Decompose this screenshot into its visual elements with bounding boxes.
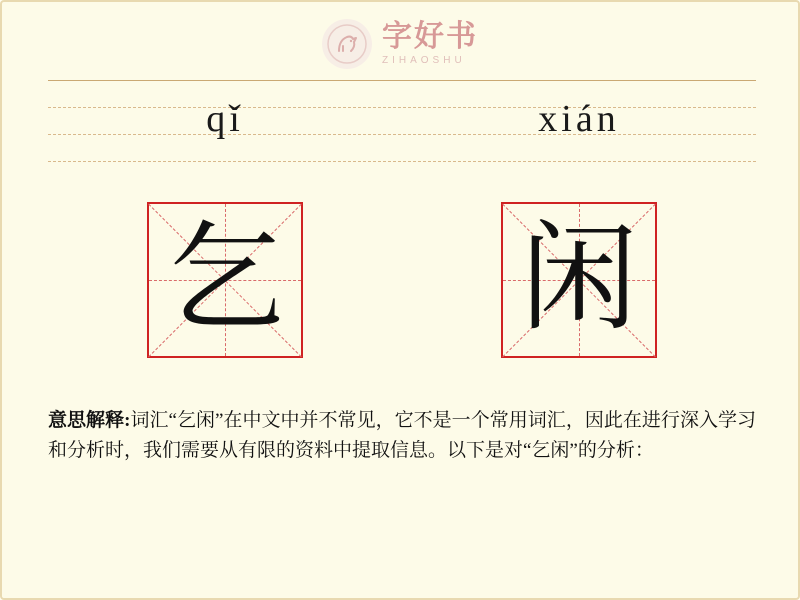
- brand-text: [382, 22, 478, 66]
- brand-name-pinyin: ZIHAOSHU: [382, 55, 466, 66]
- horse-seal-icon: [322, 19, 372, 69]
- mizi-grid-2: [501, 202, 657, 358]
- pinyin-text-1: qǐ: [206, 98, 244, 140]
- explanation-body: 词汇“乞闲”在中文中并不常见，它不是一个常用词汇，因此在进行深入学习和分析时，我们需要从有限的资料中提取信息。以下是对“乞闲”的分析：: [48, 410, 757, 461]
- character-glyph-1: 乞: [165, 214, 284, 345]
- pinyin-row: [48, 80, 756, 162]
- character-grid-row: [48, 202, 756, 362]
- pinyin-cell-2: [402, 80, 756, 162]
- pinyin-cell-1: [48, 80, 402, 162]
- character-cell-1: [48, 202, 402, 362]
- brand-name-cn: 字好书: [382, 20, 478, 53]
- explanation-label: 意思解释:: [48, 410, 131, 431]
- pinyin-text-2: xián: [538, 98, 620, 140]
- character-glyph-2: 闲: [519, 214, 638, 345]
- character-cell-2: [402, 202, 756, 362]
- brand-logo: [2, 16, 798, 72]
- explanation-block: [48, 406, 756, 466]
- mizi-grid-1: [147, 202, 303, 358]
